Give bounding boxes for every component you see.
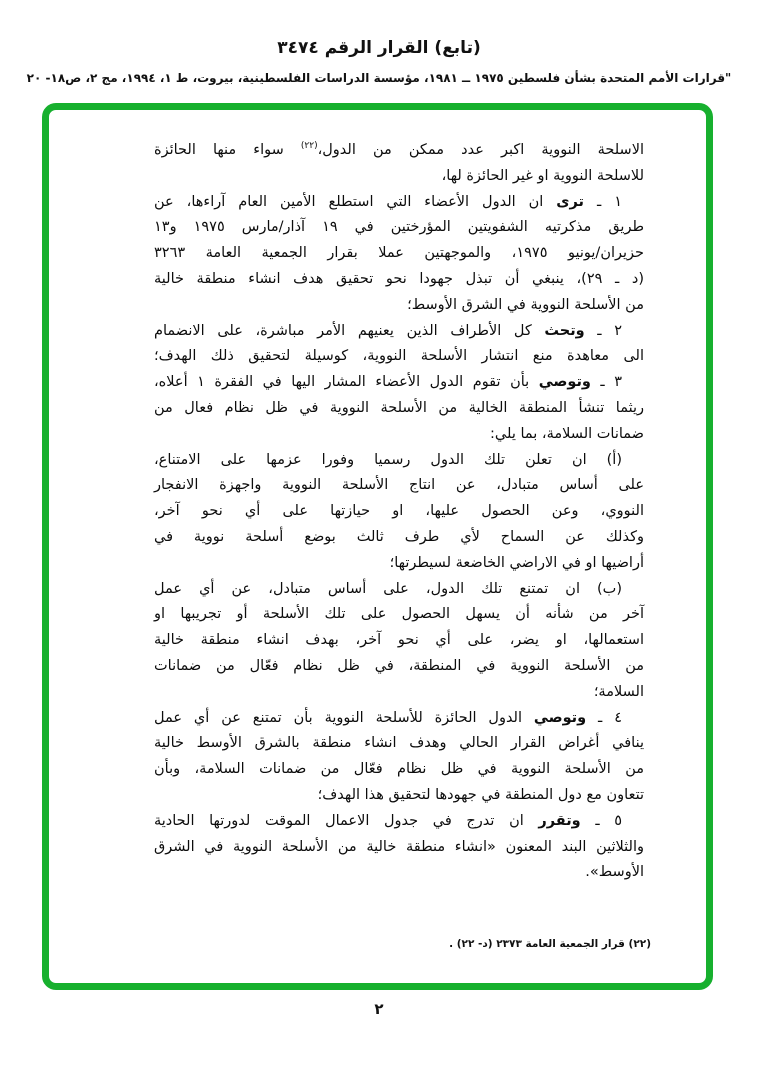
text-line [154, 783, 644, 809]
text-segment: الاسلحة النووية اكبر عدد ممكن من الدول، [317, 142, 644, 158]
text-line [154, 138, 644, 164]
text-segment: آخر من شأنه أن يسهل الحصول على تلك الأسلحة أو تجريبها او [154, 606, 644, 623]
text-line [154, 344, 644, 370]
bold-keyword: وتحث [544, 322, 585, 339]
page-title: (تابع) القرار الرقم ٣٤٧٤ [277, 38, 481, 58]
text-line [154, 809, 644, 835]
text-line [154, 577, 644, 603]
bold-keyword: وتقرر [538, 812, 581, 829]
text-segment: وكذلك عن السماح لأي طرف ثالث بوضع أسلحة نووية في [154, 528, 644, 545]
resolution-text [154, 138, 644, 886]
text-line [154, 241, 644, 267]
text-line [154, 215, 644, 241]
text-line [154, 164, 644, 190]
text-line [154, 190, 644, 216]
text-line [154, 757, 644, 783]
text-segment: بأن تقوم الدول الأعضاء المشار اليها في الفقرة ١ أعلاه، [154, 374, 539, 391]
text-line [154, 422, 644, 448]
bold-keyword: وتوصي [533, 709, 587, 726]
text-segment: (أ) ان تعلن تلك الدول رسميا وفورا عزمها على الامتناع، [154, 451, 622, 468]
text-line [154, 499, 644, 525]
text-segment: والثلاثين البند المعنون «انشاء منطقة خالية من الأسلحة النووية في الشرق [154, 838, 644, 855]
text-segment: على أساس متبادل، عن انتاج الأسلحة النووية واجهزة الانفجار [154, 477, 644, 494]
text-line [154, 267, 644, 293]
text-line [154, 706, 644, 732]
text-segment: من الأسلحة النووية في الشرق الأوسط؛ [407, 296, 644, 313]
text-segment: حزيران/يونيو ١٩٧٥، والموجهتين عملا بقرار الجمعية العامة ٣٢٦٣ [154, 245, 644, 262]
text-segment: تتعاون مع دول المنطقة في جهودها لتحقيق هذا الهدف؛ [317, 786, 644, 803]
bold-keyword: ترى [556, 193, 585, 210]
text-line [154, 680, 644, 706]
text-segment: استعمالها، او يضر، على أي نحو آخر، بهدف انشاء منطقة خالية [154, 632, 644, 649]
text-segment: النووي، وعن الحصول عليها، او حيازتها على أي نحو آخر، [154, 503, 644, 520]
text-line [154, 860, 644, 886]
text-segment: ان تدرج في جدول الاعمال الموقت لدورتها الحادية [154, 812, 539, 829]
text-line [154, 473, 644, 499]
text-segment: ينافي أغراض القرار الحالي وهدف انشاء منطقة بالشرق الأوسط خالية [154, 735, 644, 752]
page-number: ٢ [374, 1000, 384, 1018]
text-segment: ١ ـ [584, 193, 622, 210]
text-segment: طريق مذكرتيه الشفويتين المؤرختين في ١٩ آذار/مارس ١٩٧٥ و١٣ [154, 219, 644, 236]
bold-keyword: وتوصي [538, 374, 591, 391]
footnote: (٢٢) قرار الجمعية العامة ٢٣٧٣ (د- ٢٢) . [449, 938, 651, 950]
text-segment: ٤ ـ [586, 709, 622, 726]
text-segment: الى معاهدة منع انتشار الأسلحة النووية، كوسيلة لتحقيق ذلك الهدف؛ [154, 348, 644, 365]
source-citation-line: "قرارات الأمم المتحدة بشأن فلسطين ١٩٧٥ ــ ١٩٨١، مؤسسة الدراسات الفلسطينية، بيروت، ط ١، ١٩٩٤، مج ٢، ص١٨- ٢٠ [26, 71, 732, 85]
text-line [154, 654, 644, 680]
text-segment: ٥ ـ [580, 812, 623, 829]
text-segment: ٣ ـ [590, 374, 622, 391]
text-segment: الأوسط». [585, 864, 644, 881]
text-segment: السلامة؛ [593, 683, 644, 700]
text-segment: ضمانات السلامة، بما يلي: [490, 425, 644, 442]
text-segment: ريثما تنشأ المنطقة الخالية من الأسلحة النووية في ظل نظام فعال من [154, 399, 644, 416]
text-line [154, 293, 644, 319]
text-line [154, 731, 644, 757]
text-segment: (د ـ ٢٩)، ينبغي أن تبذل جهودا نحو تحقيق هدف انشاء منطقة خالية [154, 270, 644, 287]
text-line [154, 448, 644, 474]
text-line [154, 370, 644, 396]
text-segment: الدول الحائزة للأسلحة النووية بأن تمتنع عن أي عمل [154, 709, 534, 726]
text-line [154, 835, 644, 861]
text-segment: من الأسلحة النووية في المنطقة، في ظل نظام فعّال من ضمانات [154, 657, 644, 674]
text-line [154, 628, 644, 654]
text-line [154, 525, 644, 551]
text-line [154, 551, 644, 577]
green-border-frame [42, 103, 713, 990]
text-segment: للاسلحة النووية او غير الحائزة لها، [441, 167, 644, 184]
text-segment: ان الدول الأعضاء التي استطلع الأمين العام آراءها، عن [154, 193, 557, 210]
text-segment: (ب) ان تمتنع تلك الدول، على أساس متبادل، عن أي عمل [154, 580, 622, 597]
text-line [154, 396, 644, 422]
footnote-reference-superscript: (٢٢) [300, 141, 318, 152]
text-line [154, 602, 644, 628]
text-segment: من الأسلحة النووية في ظل نظام فعّال من ضمانات السلامة، وبأن [154, 761, 644, 778]
text-line [154, 319, 644, 345]
text-segment: سواء منها الحائزة [154, 142, 301, 158]
text-segment: كل الأطراف الذين يعنيهم الأمر مباشرة، على الانضمام [154, 322, 545, 339]
text-segment: أراضيها او في الاراضي الخاضعة لسيطرتها؛ [389, 554, 644, 571]
text-segment: ٢ ـ [584, 322, 622, 339]
